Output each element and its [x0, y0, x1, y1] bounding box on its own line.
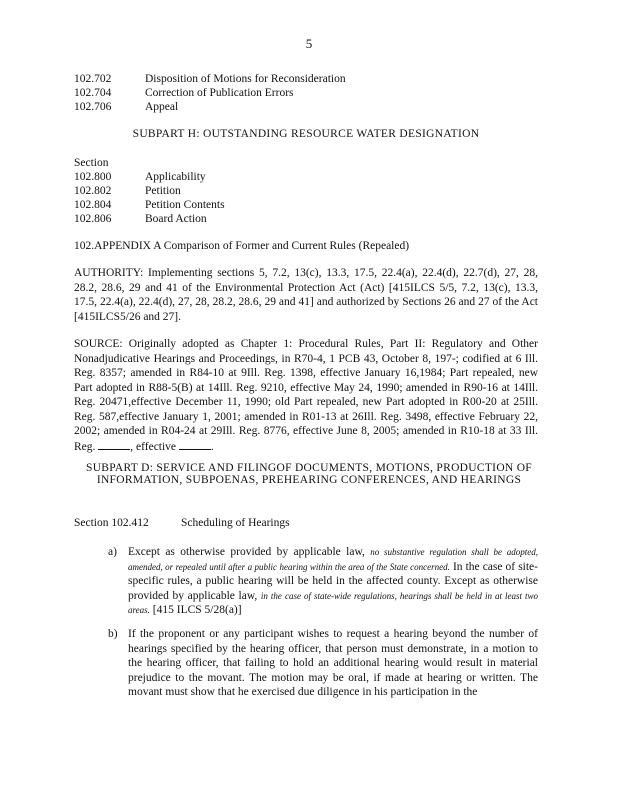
toc-section-title: Disposition of Motions for Reconsideration	[145, 73, 346, 85]
toc-section-title: Applicability	[145, 171, 206, 183]
subsection-label: b)	[108, 628, 118, 640]
subpart-d-line2: INFORMATION, SUBPOENAS, PREHEARING CONFERENCES, AND HEARINGS	[96, 474, 522, 486]
toc-section-number: 102.706	[74, 101, 112, 113]
toc-row	[74, 100, 544, 114]
toc-section-title: Correction of Publication Errors	[145, 87, 294, 99]
toc-section-number: 102.702	[74, 73, 112, 85]
section-number: Section 102.412	[74, 517, 149, 529]
toc-row	[74, 86, 544, 100]
section-label: Section	[74, 157, 109, 169]
subsection-label: a)	[108, 546, 117, 558]
text-part: Except as otherwise provided by applicable law,	[128, 546, 365, 558]
citation: [415 ILCS 5/28(a)]	[152, 604, 242, 616]
toc-section-title: Petition	[145, 185, 181, 197]
toc-section-title: Petition Contents	[145, 199, 225, 211]
toc-section-title: Board Action	[145, 213, 207, 225]
toc-section-number: 102.804	[74, 199, 112, 211]
toc-section-title: Appeal	[145, 101, 179, 113]
toc-row	[74, 72, 544, 86]
toc-row	[74, 212, 544, 226]
toc-top	[74, 72, 544, 114]
text-part: In the case of site-specific rules, a public hearing will be held in the affected county. Except as otherwise provided by applicable law,	[128, 560, 538, 602]
toc-section-number: 102.806	[74, 213, 112, 225]
source-end: .	[210, 440, 214, 453]
subsection-a	[108, 545, 538, 618]
authority-paragraph: AUTHORITY: Implementing sections 5, 7.2, 13(c), 13.3, 17.5, 22.4(a), 22.4(d), 22.7(d), 27, 28, 28.2, 28.6, 29 and 41 of the Environmental Protection Act (Act) [415ILCS 5/5, 7.2, 13(c), 13.3, 17.5, 22.4(a), 22.4(d), 27, 28, 28.2, 28.6, 29 and 41] and authorized by Sections 26 and 27 of the Act [415ILCS5/26 and 27].	[74, 267, 538, 323]
toc-row	[74, 184, 544, 198]
source-paragraph: SOURCE: Originally adopted as Chapter 1: Procedural Rules, Part II: Regulatory and Other Nonadjudicative Hearings and Proceedings, in R70-4, 1 PCB 43, October 8, 197-; codified at 6 Ill. Reg. 8357; amended in R84-10 at 9Ill. Reg. 1398, effective January 16,1984; Part repealed, new Part adopted in R88-5(B) at 14Ill. Reg. 9210, effective May 24, 1990; amended in R90-16 at 14Ill. Reg. 20471,effective December 11, 1990; old Part repealed, new Part adopted in R00-20 at 25Ill. Reg. 587,effective January 1, 2001; amended in R01-13 at 26Ill. Reg. 3498, effective February 22, 2002; amended in R04-24 at 29Ill. Reg. 8776, effective June 8, 2005; amended in R10-18 at 33 Ill. Reg. , effective .	[74, 338, 538, 453]
subsection-text: If the proponent or any participant wishes to request a hearing beyond the number of hearings specified by the hearing officer, that person must demonstrate, in a motion to the hearing officer, that failing to hold an additional hearing would result in material prejudice to the movant. The motion may be oral, if made at hearing or written. The movant must show that he exercised due diligence in his participation in the	[128, 628, 538, 698]
subsection-b	[108, 627, 538, 700]
source-effective: effective	[136, 440, 177, 453]
subpart-d-line1: SUBPART D: SERVICE AND FILINGOF DOCUMENTS, MOTIONS, PRODUCTION OF	[86, 462, 532, 474]
appendix-line: 102.APPENDIX A Comparison of Former and Current Rules (Repealed)	[74, 240, 410, 252]
toc-section-number: 102.704	[74, 87, 112, 99]
toc-section-number: 102.800	[74, 171, 112, 183]
statutory-quote: no substantive regulation shall be adopted, amended, or repealed until after a public hearing within the area of the State concerned.	[128, 547, 539, 572]
section-title	[74, 517, 290, 529]
section-name: Scheduling of Hearings	[181, 517, 290, 529]
blank-line	[179, 439, 211, 450]
toc-subpart-h	[74, 156, 544, 226]
blank-line	[98, 439, 130, 450]
statutory-quote: in the case of state-wide regulations, hearings shall be held in at least two areas.	[128, 590, 538, 615]
toc-row	[74, 198, 544, 212]
source-text: SOURCE: Originally adopted as Chapter 1: Procedural Rules, Part II: Regulatory and Other Nonadjudicative Hearings and Proceedings, in R70-4, 1 PCB 43, October 8, 197-; codified at 6 Ill. Reg. 8357; amended in R84-10 at 9Ill. Reg. 1398, effective January 16,1984; Part repealed, new Part adopted in R88-5(B) at 14Ill. Reg. 9210, effective May 24, 1990; amended in R90-16 at 14Ill. Reg. 20471,effective December 11, 1990; old Part repealed, new Part adopted in R00-20 at 25Ill. Reg. 587,effective January 1, 2001; amended in R01-13 at 26Ill. Reg. 3498, effective February 22, 2002; amended in R04-24 at 29Ill. Reg. 8776, effective June 8, 2005; amended in R10-18 at 33 Ill. Reg.	[74, 338, 538, 453]
subpart-d-heading	[74, 462, 544, 486]
subpart-h-heading: SUBPART H: OUTSTANDING RESOURCE WATER DESIGNATION	[132, 128, 480, 140]
toc-row	[74, 170, 544, 184]
page-number: 5	[305, 36, 313, 51]
subsection-text	[128, 545, 538, 618]
toc-section-number: 102.802	[74, 185, 112, 197]
